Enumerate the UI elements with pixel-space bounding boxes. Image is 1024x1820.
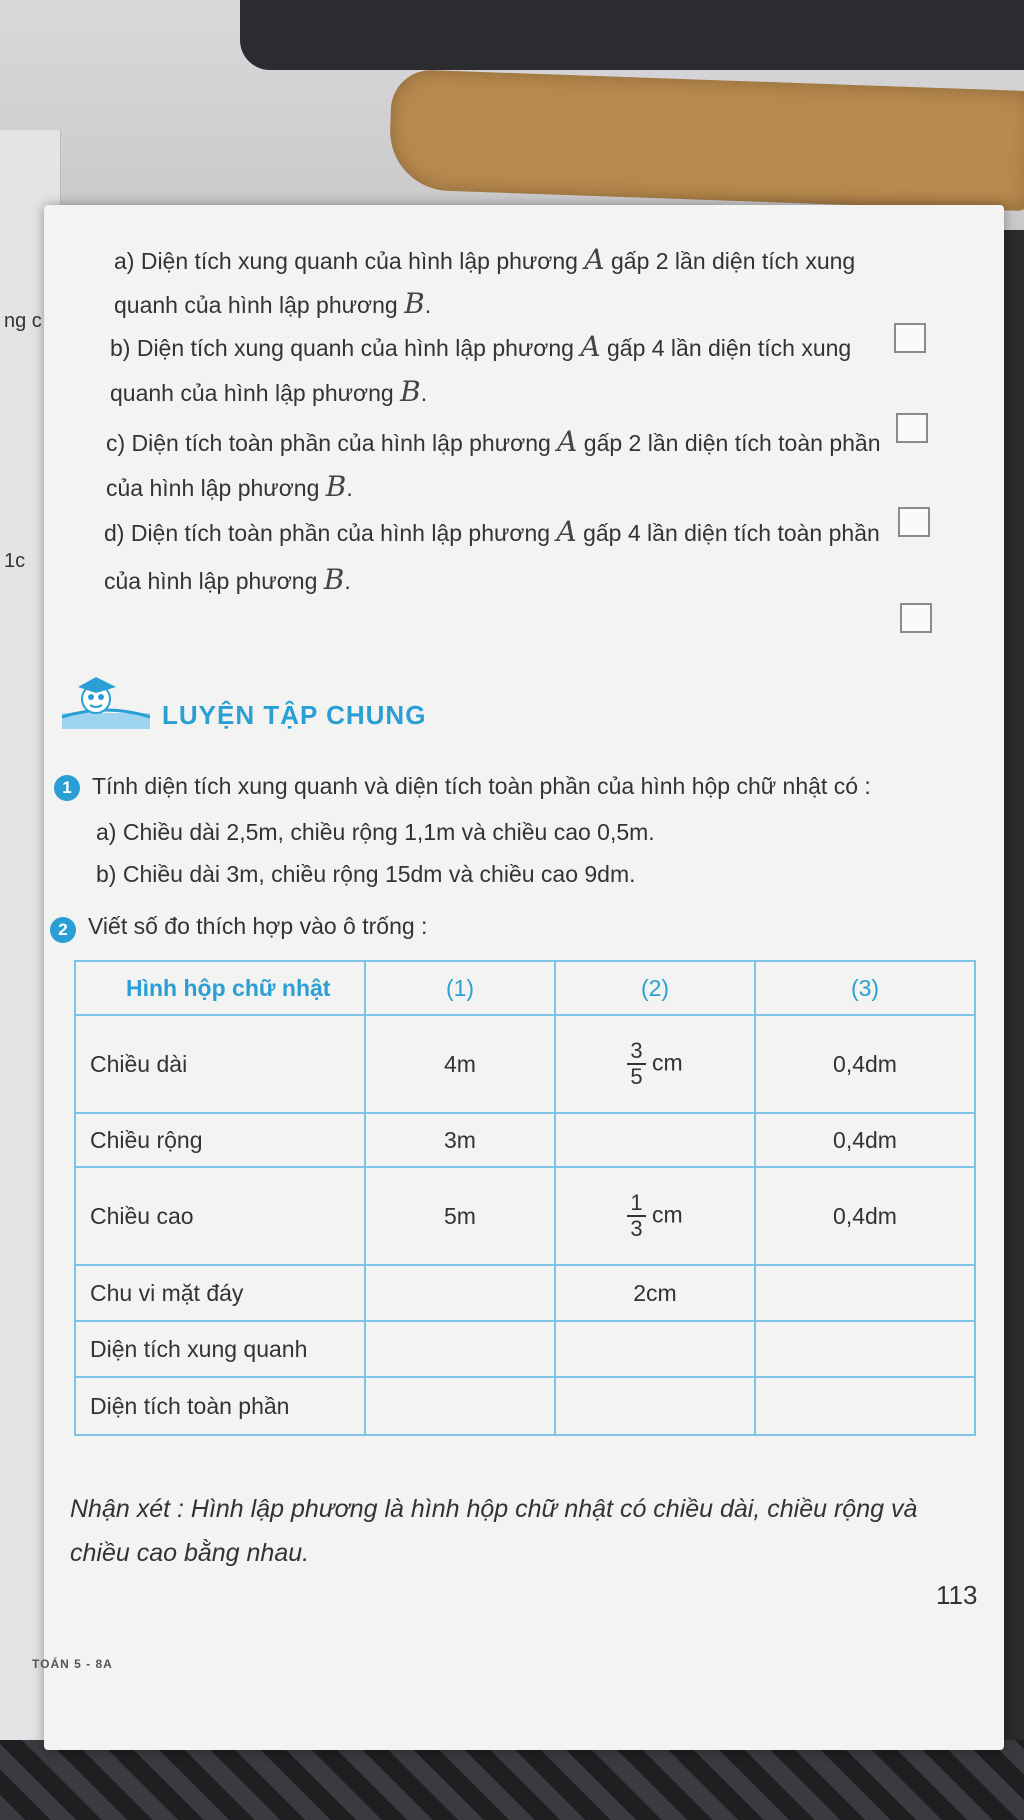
exercise-1-prompt: Tính diện tích xung quanh và diện tích toàn phần của hình hộp chữ nhật có : (92, 773, 871, 799)
answer-checkbox-c[interactable] (898, 507, 930, 537)
table-cell: 3m (365, 1113, 555, 1167)
book-page: a) Diện tích xung quanh của hình lập phương A gấp 2 lần diện tích xung quanh của hình lập phương B. b) Diện tích xung quanh của hình lập phương A gấp 4 lần diện tích xung quanh của hình lập phương B. c) Diện tích toàn phần của hình lập phương A gấp 2 lần diện tích toàn phần của hình lập phương B. d) Diện tích toàn phần của hình lập phương A gấp 4 lần diện tích toàn phần của hình lập phương B. LUYỆN TẬP CHUNG 1 Tính diện tích xung quanh và diện tích toàn phần của hình hộp chữ nhật có : a) Chiều dài 2,5m, chiều rộng 1,1m và chiều cao 0,5m. b) Chiều dài 3m, chiều rộng 15dm và chiều cao 9dm. 2 Viết số đo thích hợp vào ô trống : Hình hộp chữ nhật (1) (2) (3) Chiều dài 4m $\frac{3}{5}$ cm 0,4dm Chiều rộng 3m 0,4dm Chiều cao 5m $\frac{1}{3}$ cm 0,4dm Chu vi mặt đáy 2cm Diện tích xung quanh Diện tích toàn phần Nhận xét : Hình lập phương là hình hộp chữ nhật có chiều dài, chiều rộng và chiều cao bằng nhau. 113 TOÁN 5 - 8A (44, 205, 1004, 1750)
keyboard-edge (240, 0, 1024, 70)
row-label: Diện tích toàn phần (75, 1377, 365, 1435)
blank-cell[interactable] (365, 1377, 555, 1435)
table-cell: 0,4dm (755, 1113, 975, 1167)
table-row (75, 1265, 975, 1321)
table-cell: 5m (365, 1167, 555, 1265)
row-label: Diện tích xung quanh (75, 1321, 365, 1377)
answer-checkbox-b[interactable] (896, 413, 928, 443)
exercise-2-prompt: Viết số đo thích hợp vào ô trống : (88, 913, 428, 939)
item-d-line1: d) Diện tích toàn phần của hình lập phương (104, 520, 551, 546)
note-text: Nhận xét : Hình lập phương là hình hộp chữ nhật có chiều dài, chiều rộng và chiều cao bằng nhau. (70, 1495, 918, 1567)
shape-a-label: A (580, 330, 601, 363)
answer-checkbox-d[interactable] (900, 603, 932, 633)
table-cell: $\frac{1}{3}$ cm (555, 1167, 755, 1265)
exercise-1-part-a: a) Chiều dài 2,5m, chiều rộng 1,1m và chiều cao 0,5m. (96, 819, 655, 845)
shape-a-label: A (584, 243, 605, 276)
shape-b-label: B (323, 563, 345, 596)
blank-cell[interactable] (755, 1321, 975, 1377)
table-cell: 0,4dm (755, 1015, 975, 1113)
item-d-line1b: gấp 4 lần diện tích toàn phần (583, 520, 880, 546)
blank-cell[interactable] (555, 1377, 755, 1435)
table-cell: 2cm (555, 1265, 755, 1321)
shape-b-label: B (404, 287, 425, 320)
item-a-line1: a) Diện tích xung quanh của hình lập phương (114, 248, 578, 274)
item-b-line2: quanh của hình lập phương (110, 380, 394, 406)
table-row (75, 1015, 975, 1113)
table-row (75, 1113, 975, 1167)
item-c-line1b: gấp 2 lần diện tích toàn phần (583, 430, 881, 456)
table-cell: 4m (365, 1015, 555, 1113)
table-header: (3) (755, 961, 975, 1015)
item-a-line2: quanh của hình lập phương (114, 292, 398, 318)
item-c-line1: c) Diện tích toàn phần của hình lập phương (106, 430, 551, 456)
student-reading-icon (62, 673, 150, 733)
table-cell: $\frac{3}{5}$ cm (555, 1015, 755, 1113)
page-number: 113 (936, 1580, 978, 1610)
cuboid-table (74, 960, 976, 1436)
row-label: Chiều dài (75, 1015, 365, 1113)
table-header: (1) (365, 961, 555, 1015)
left-page-fragment: 1c (4, 550, 26, 572)
shape-b-label: B (325, 470, 347, 503)
blank-cell[interactable] (555, 1113, 755, 1167)
row-label: Chiều cao (75, 1167, 365, 1265)
answer-checkbox-a[interactable] (894, 323, 926, 353)
row-label: Chiều rộng (75, 1113, 365, 1167)
shape-a-label: A (557, 425, 578, 458)
exercise-2-badge: 2 (50, 917, 76, 943)
table-row (75, 1167, 975, 1265)
item-d-line2: của hình lập phương (104, 568, 318, 594)
table-cell: 0,4dm (755, 1167, 975, 1265)
blank-cell[interactable] (755, 1265, 975, 1321)
row-label: Chu vi mặt đáy (75, 1265, 365, 1321)
table-row (75, 1377, 975, 1435)
blank-cell[interactable] (555, 1321, 755, 1377)
exercise-1-part-b: b) Chiều dài 3m, chiều rộng 15dm và chiều cao 9dm. (96, 861, 636, 887)
left-page-fragment: ng c (4, 310, 42, 332)
shape-a-label: A (556, 515, 577, 548)
item-c-line2: của hình lập phương (106, 475, 320, 501)
fraction: $\frac{3}{5}$ (627, 1039, 645, 1089)
section-title: LUYỆN TẬP CHUNG (162, 700, 427, 730)
shape-b-label: B (400, 375, 421, 408)
table-header-row (75, 961, 975, 1015)
wooden-ruler (388, 69, 1024, 211)
item-b-line1b: gấp 4 lần diện tích xung (606, 335, 852, 361)
cloth-background (0, 1740, 1024, 1820)
footer-label: TOÁN 5 - 8A (32, 1657, 113, 1671)
fraction: $\frac{1}{3}$ (627, 1191, 645, 1241)
exercise-1-badge: 1 (54, 775, 80, 801)
item-a-line1b: gấp 2 lần diện tích xung (610, 248, 856, 274)
blank-cell[interactable] (755, 1377, 975, 1435)
item-b-line1: b) Diện tích xung quanh của hình lập phương (110, 335, 574, 361)
table-header: Hình hộp chữ nhật (75, 961, 365, 1015)
table-row (75, 1321, 975, 1377)
blank-cell[interactable] (365, 1265, 555, 1321)
table-header: (2) (555, 961, 755, 1015)
blank-cell[interactable] (365, 1321, 555, 1377)
